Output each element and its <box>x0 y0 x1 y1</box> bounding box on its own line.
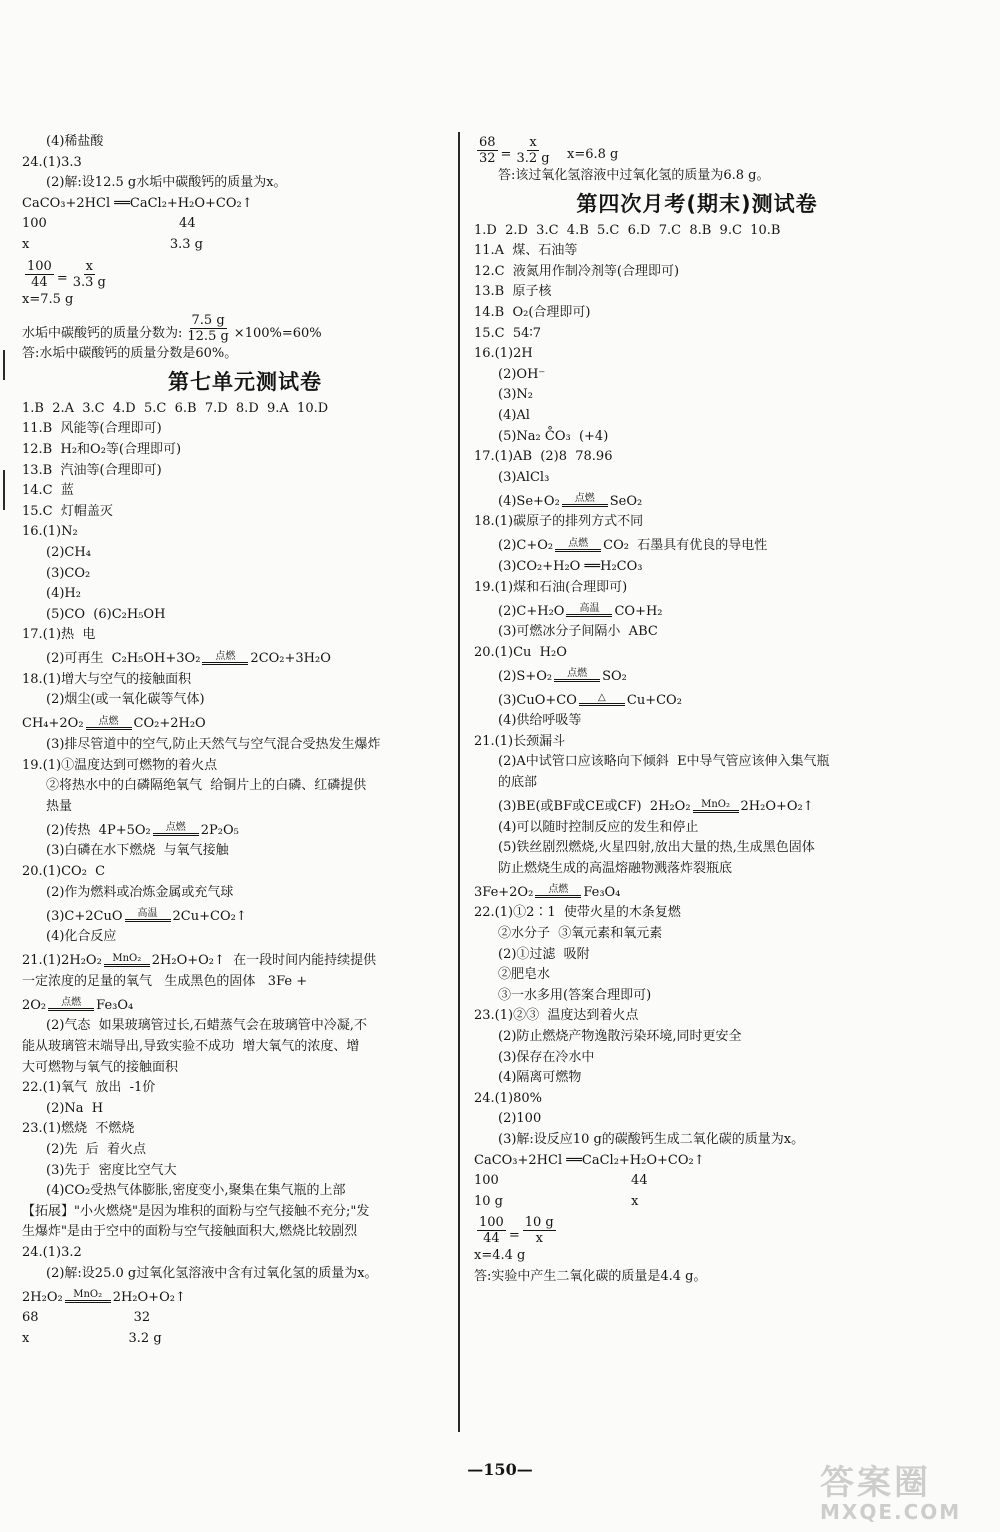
text-line: 1.B 2.A 3.C 4.D 5.C 6.B 7.D 8.D 9.A 10.D <box>22 400 329 416</box>
equals-bar <box>535 895 581 898</box>
equation-left: (2)C+O₂ <box>498 538 554 554</box>
answer: 答:实验中产生二氧化碳的质量是4.4 g。 <box>474 1268 707 1284</box>
text-line: (4)可以随时控制反应的发生和停止 <box>498 819 699 835</box>
text-line: (4)隔离可燃物 <box>498 1070 582 1086</box>
equation-left: (4)Se+O₂ <box>498 493 560 509</box>
reaction-condition: △ <box>598 692 606 704</box>
text-line: 23.(1)②③ 温度达到着火点 <box>474 1008 639 1024</box>
reaction-condition: MnO₂ <box>701 798 730 810</box>
text-line: 11.B 风能等(合理即可) <box>22 421 162 437</box>
text-line: (4)CO₂受热气体膨胀,密度变小,聚集在集气瓶的上部 <box>46 1183 346 1199</box>
equation <box>474 488 920 512</box>
reaction-arrow <box>566 603 612 622</box>
text-line: (2)OH⁻ <box>498 366 546 382</box>
text-line: (4)供给呼吸等 <box>498 713 582 729</box>
equation <box>474 687 920 711</box>
equation <box>474 879 920 903</box>
reaction-arrow <box>579 692 625 711</box>
equation-left: 21.(1)2H₂O₂ <box>22 953 102 969</box>
text-line: 13.B 汽油等(合理即可) <box>22 462 162 478</box>
right-column <box>474 132 920 1288</box>
text-line: (4)H₂ <box>46 586 81 602</box>
equation <box>474 533 920 557</box>
text-line: (4)化合反应 <box>46 929 117 945</box>
left-column <box>22 132 468 1349</box>
equation-left: 3Fe+2O₂ <box>474 884 534 900</box>
text-line: ②水分子 ③氧元素和氧元素 <box>498 926 663 942</box>
equals-bar <box>65 1300 111 1303</box>
margin-mark <box>3 350 5 380</box>
text-line: 68 32 <box>22 1310 151 1326</box>
reaction-condition: 点燃 <box>215 650 236 662</box>
text-line: 16.(1)2H <box>474 346 533 362</box>
text-line: (3)AlCl₃ <box>498 469 550 485</box>
text-line: (2)100 <box>498 1111 542 1127</box>
equation-right: 2P₂O₅ <box>200 822 239 838</box>
equation-right: 2H₂O+O₂↑ <box>740 799 814 815</box>
text-line: (2)防止燃烧产物逸散污染环境,同时更安全 <box>498 1029 742 1044</box>
equation: CaCO₃+2HCl ══CaCl₂+H₂O+CO₂↑ <box>22 195 253 211</box>
reaction-condition: MnO₂ <box>73 1289 103 1301</box>
text-line: (3)保存在冷水中 <box>498 1049 595 1065</box>
text-line: 24.(1)80% <box>474 1090 542 1106</box>
text-line: 大可燃物与氧气的接触面积 <box>22 1059 179 1075</box>
text-line: (2)解:设12.5 g水垢中碳酸钙的质量为x。 <box>46 175 287 191</box>
equation <box>22 948 468 972</box>
reaction-condition: 点燃 <box>165 822 186 834</box>
equation-right: Fe₃O₄ <box>583 884 621 900</box>
reaction-arrow <box>86 716 132 735</box>
equation-left: (3)CuO+CO <box>498 692 577 708</box>
text-line: 100 44 <box>22 216 196 232</box>
result: x=4.4 g <box>474 1248 526 1264</box>
text-line: (2)A中试管口应该略向下倾斜 E中导气管应该伸入集气瓶 <box>498 754 830 770</box>
reaction-condition: 点燃 <box>98 716 119 728</box>
text-line: 100 44 <box>474 1173 648 1189</box>
text-line: 21.(1)长颈漏斗 <box>474 733 566 749</box>
text-line: (3)排尽管道中的空气,防止天然气与空气混合受热发生爆炸 <box>46 737 381 753</box>
equation-right: CO+H₂ <box>614 603 663 619</box>
equals-bar <box>566 614 612 617</box>
text-line: 13.B 原子核 <box>474 284 552 300</box>
page-number: —150— <box>467 1460 533 1479</box>
reaction-condition: 点燃 <box>568 537 589 549</box>
text-line: 22.(1)①2∶1 使带火星的木条复燃 <box>474 905 681 921</box>
reaction-condition: 高温 <box>579 603 600 615</box>
text-line: (2)作为燃料或冶炼金属或充气球 <box>46 884 234 900</box>
text-line: 19.(1)煤和石油(合理即可) <box>474 579 628 595</box>
percent-calc: 水垢中碳酸钙的质量分数为: $\frac{7.5 g}{12.5 g}$ ×100%=60% <box>22 313 322 345</box>
text-line: 11.A 煤、石油等 <box>474 243 578 259</box>
equation-left: 2O₂ <box>22 997 47 1013</box>
text-line: 23.(1)燃烧 不燃烧 <box>22 1121 135 1137</box>
text-line: 20.(1)CO₂ C <box>22 864 106 880</box>
equation-left: (3)BE(或BF或CE或CF) 2H₂O₂ <box>498 799 691 815</box>
equals-bar <box>693 810 739 813</box>
equation: CaCO₃+2HCl ══CaCl₂+H₂O+CO₂↑ <box>474 1152 705 1168</box>
reaction-condition: MnO₂ <box>112 952 142 964</box>
reaction-arrow <box>554 668 600 687</box>
text-line: x 3.2 g <box>22 1330 162 1346</box>
equation <box>22 646 468 670</box>
text-line: (4)稀盐酸 <box>46 134 104 149</box>
equals-bar <box>125 919 171 922</box>
watermark-logo: 答案圈 MXQE.COM <box>820 1463 962 1524</box>
text-line: 的底部 <box>498 775 538 791</box>
equals-bar <box>202 662 248 665</box>
equation-left: (2)C+H₂O <box>498 603 565 619</box>
reaction-condition: 点燃 <box>548 884 569 896</box>
result: x=7.5 g <box>22 291 74 307</box>
text-line: 22.(1)氧气 放出 -1价 <box>22 1080 156 1096</box>
text-line: (5)铁丝剧烈燃烧,火星四射,放出大量的热,生成黑色固体 <box>498 840 815 856</box>
text-line: (3)CO₂ <box>46 565 91 581</box>
reaction-arrow <box>202 651 248 670</box>
equation <box>474 663 920 687</box>
text-line: (2)先 后 着火点 <box>46 1141 146 1157</box>
reaction-arrow <box>535 884 581 903</box>
margin-mark <box>3 470 5 510</box>
text-line: 12.C 液氮用作制冷剂等(合理即可) <box>474 263 680 279</box>
text-line: ②将热水中的白磷隔绝氧气 给铜片上的白磷、红磷提供 <box>46 778 367 794</box>
reaction-arrow <box>555 538 601 557</box>
text-line: 【拓展】"小火燃烧"是因为堆积的面粉与空气接触不充分;"发 <box>22 1203 370 1219</box>
equation-right: 2H₂O+O₂↑ 在一段时间内能持续提供 <box>151 953 377 969</box>
text-line: (3)白磷在水下燃烧 与氧气接触 <box>46 843 229 859</box>
text-line: (3)可燃冰分子间隔小 ABC <box>498 624 658 640</box>
text-line: (2)Na H <box>46 1100 104 1116</box>
text-line: (4)Al <box>498 407 530 423</box>
text-line: (3)N₂ <box>498 387 534 403</box>
proportion: $\frac{100}{44}$ = $\frac{x}{3.3 g}$ <box>27 258 106 290</box>
reaction-arrow <box>562 493 608 512</box>
text-line: 1.D 2.D 3.C 4.B 5.C 6.D 7.C 8.B 9.C 10.B <box>474 222 781 238</box>
equation-left: (2)传热 4P+5O₂ <box>46 822 151 838</box>
equation-left: (2)S+O₂ <box>498 668 553 684</box>
text-line: 12.B H₂和O₂等(合理即可) <box>22 441 182 457</box>
equation-right: SO₂ <box>602 668 627 684</box>
text-line: 18.(1)碳原子的排列方式不同 <box>474 514 644 530</box>
equation-left: 2H₂O₂ <box>22 1289 63 1305</box>
text-line: 10 g x <box>474 1193 639 1209</box>
equals-bar <box>554 679 600 682</box>
equation <box>22 992 468 1016</box>
equation <box>474 794 920 818</box>
equation-right: CO₂+2H₂O <box>133 716 206 732</box>
text-line: x 3.3 g <box>22 236 203 252</box>
text-line: (3)CO₂+H₂O ══H₂CO₃ <box>498 558 643 574</box>
equation-left: (3)C+2CuO <box>46 908 123 924</box>
text-line: 能从玻璃管末端导出,导致实验不成功 增大氧气的浓度、增 <box>22 1039 360 1054</box>
equals-bar <box>48 1008 94 1011</box>
text-line: (3)解:设反应10 g的碳酸钙生成二氧化碳的质量为x。 <box>498 1131 805 1147</box>
reaction-arrow <box>153 822 199 841</box>
equation-right: CO₂ 石墨具有优良的导电性 <box>603 538 768 554</box>
reaction-condition: 点燃 <box>567 668 588 680</box>
equals-bar <box>555 549 601 552</box>
text-line: (2)气态 如果玻璃管过长,石蜡蒸气会在玻璃管中冷凝,不 <box>46 1018 367 1034</box>
equation <box>22 711 468 735</box>
equation <box>474 598 920 622</box>
equation-left: (2)可再生 C₂H₅OH+3O₂ <box>46 651 201 667</box>
equals-bar <box>104 964 150 967</box>
reaction-arrow <box>65 1289 111 1308</box>
equation-right: SeO₂ <box>609 493 643 509</box>
answer: 答:水垢中碳酸钙的质量分数是60%。 <box>22 346 238 362</box>
reaction-arrow <box>104 953 150 972</box>
text-line: (5)CO (6)C₂H₅OH <box>46 606 166 622</box>
reaction-condition: 高温 <box>137 908 158 920</box>
proportion: $\frac{68}{32}$ = $\frac{x}{3.2 g}$ x=6.8 g <box>479 135 619 166</box>
text-line: 15.C 灯帽盖灭 <box>22 503 113 519</box>
equation-right: 2H₂O+O₂↑ <box>112 1289 186 1305</box>
reaction-arrow <box>125 908 171 927</box>
text-line: (5)Na₂ C̊O₃ (+4) <box>498 428 609 444</box>
text-line: 一定浓度的足量的氧气 生成黑色的固体 3Fe + <box>22 973 308 989</box>
text-line: 18.(1)增大与空气的接触面积 <box>22 671 192 687</box>
text-line: (2)解:设25.0 g过氧化氢溶液中含有过氧化氢的质量为x。 <box>46 1265 378 1281</box>
text-line: 15.C 54∶7 <box>474 325 542 341</box>
equation <box>22 817 468 841</box>
text-line: 热量 <box>46 798 73 814</box>
equation <box>22 1284 468 1308</box>
text-line: 24.(1)3.2 <box>22 1244 82 1260</box>
reaction-condition: 点燃 <box>61 997 82 1009</box>
text-line: 14.C 蓝 <box>22 483 74 499</box>
equation-right: 2CO₂+3H₂O <box>250 651 331 667</box>
reaction-arrow <box>48 997 94 1016</box>
proportion: $\frac{100}{44}$ = $\frac{10 g}{x}$ <box>479 1215 554 1247</box>
text-line: 16.(1)N₂ <box>22 524 78 540</box>
text-line: 17.(1)AB (2)8 78.96 <box>474 449 613 465</box>
text-line: 防止燃烧生成的高温熔融物溅落炸裂瓶底 <box>498 860 733 876</box>
equation-left: CH₄+2O₂ <box>22 716 84 732</box>
section-title: 第四次月考(期末)测试卷 <box>576 191 818 216</box>
text-line: (2)烟尘(或一氧化碳等气体) <box>46 692 205 708</box>
equation-right: Fe₃O₄ <box>96 997 134 1013</box>
text-line: 生爆炸"是由于空中的面粉与空气接触面积大,燃烧比较剧烈 <box>22 1224 358 1240</box>
equation-right: 2Cu+CO₂↑ <box>172 908 247 924</box>
equals-bar <box>562 504 608 507</box>
text-line: 19.(1)①温度达到可燃物的着火点 <box>22 757 218 773</box>
text-line: 20.(1)Cu H₂O <box>474 644 567 660</box>
answer: 答:该过氧化氢溶液中过氧化氢的质量为6.8 g。 <box>498 168 770 183</box>
section-title: 第七单元测试卷 <box>168 369 322 394</box>
text-line: ③一水多用(答案合理即可) <box>498 987 652 1003</box>
text-line: (2)CH₄ <box>46 544 91 560</box>
equals-bar <box>579 703 625 706</box>
text-line: (2)①过滤 吸附 <box>498 946 590 962</box>
equation <box>22 903 468 927</box>
equals-bar <box>86 727 132 730</box>
text-line: 14.B O₂(合理即可) <box>474 304 591 320</box>
equation-right: Cu+CO₂ <box>626 692 682 708</box>
text-line: (3)先于 密度比空气大 <box>46 1162 177 1178</box>
text-line: ②肥皂水 <box>498 967 551 983</box>
equals-bar <box>153 833 199 836</box>
reaction-condition: 点燃 <box>574 493 595 505</box>
text-line: 17.(1)热 电 <box>22 627 96 643</box>
text-line: 24.(1)3.3 <box>22 154 82 170</box>
reaction-arrow <box>693 799 739 818</box>
